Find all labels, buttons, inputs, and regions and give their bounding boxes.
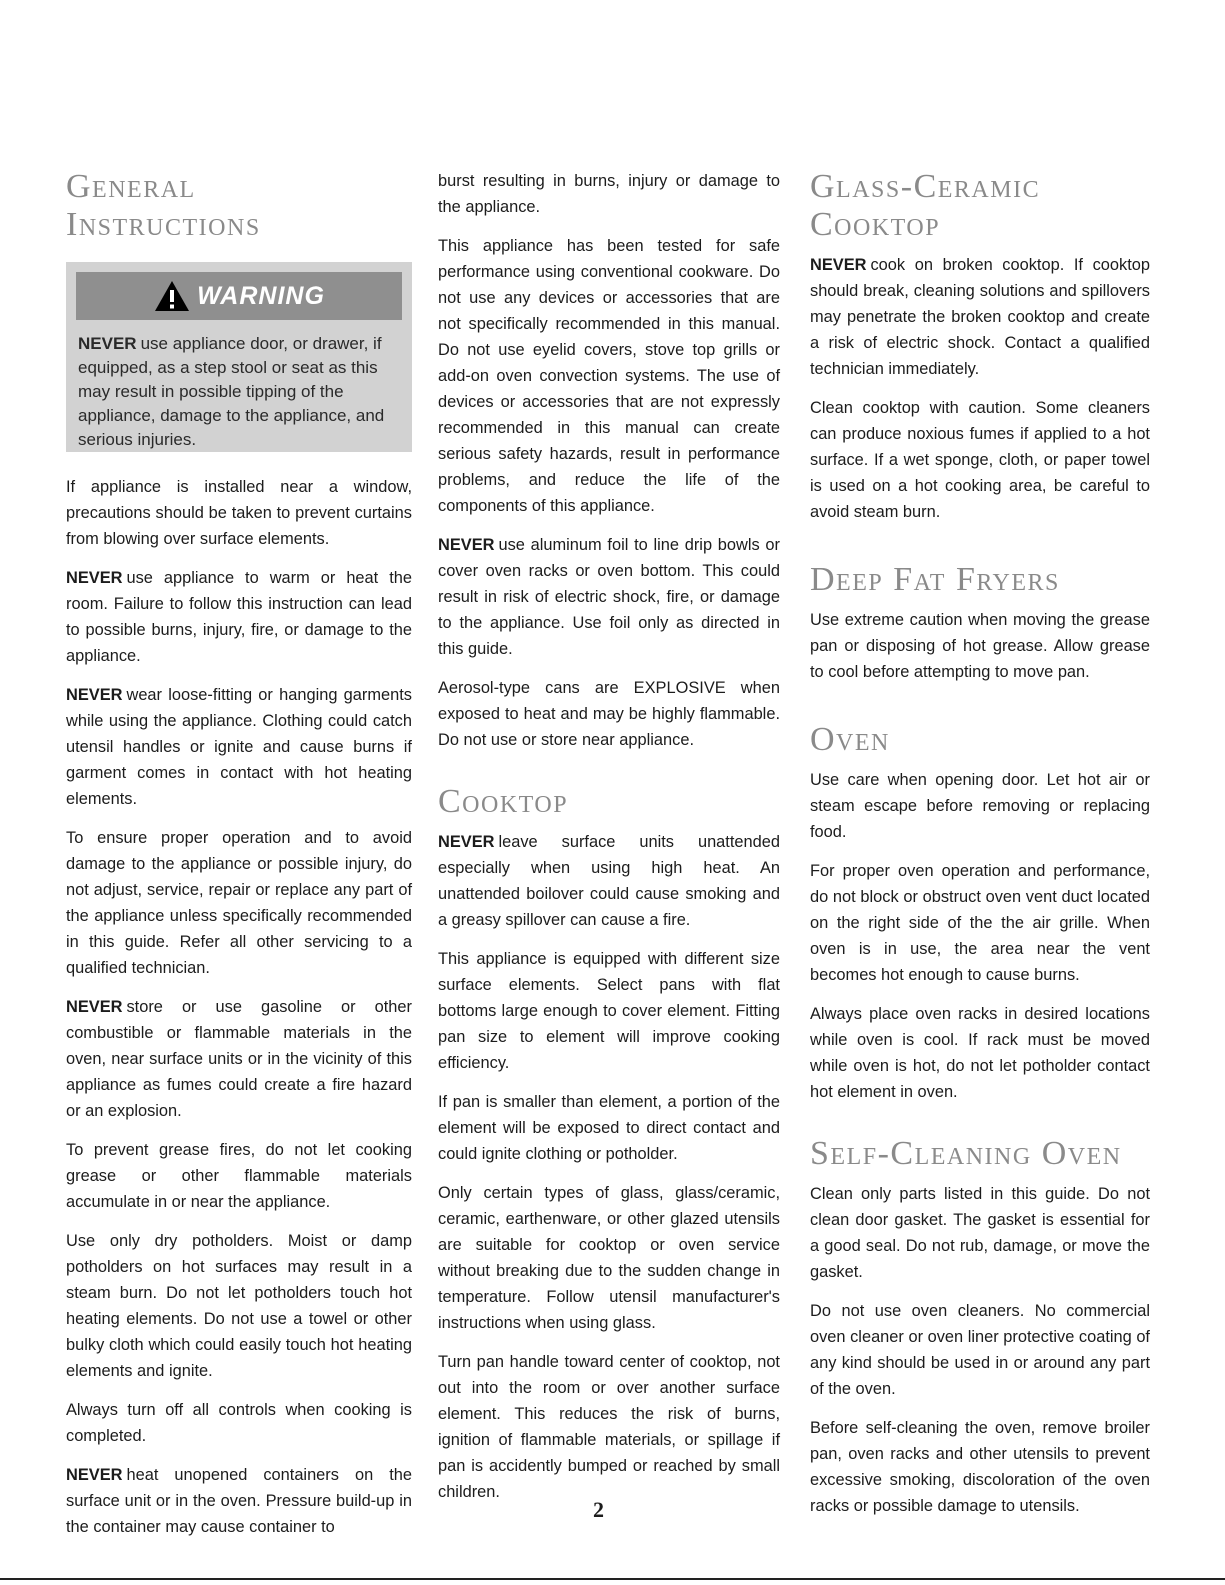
page-number: 2 [593, 1497, 604, 1522]
paragraph-text: Clean only parts listed in this guide. Do not clean door gasket. The gasket is essential for a good seal. Do not rub, damage, or move the gasket. [810, 1185, 1150, 1281]
keyword: NEVER [66, 569, 123, 587]
paragraph-text: If pan is smaller than element, a portion of the element will be exposed to direct contact and could ignite clothing or potholder. [438, 1093, 780, 1163]
paragraph [66, 682, 412, 812]
paragraph-text: Aerosol-type cans are EXPLOSIVE when exposed to heat and may be highly flammable. Do not use or store near appliance. [438, 679, 780, 749]
paragraph [66, 565, 412, 669]
warning-keyword: NEVER [78, 334, 137, 353]
paragraph [810, 1415, 1150, 1519]
keyword: NEVER [66, 1466, 123, 1484]
warning-body: use appliance door, or drawer, if equipped, as a step stool or seat as this may result in possible tipping of the appliance, damage to the appliance, and serious injuries. [78, 334, 385, 449]
paragraph-text: This appliance is equipped with different size surface elements. Select pans with flat bottoms large enough to cover element. Fitting pan size to element will improve cooking efficiency. [438, 950, 780, 1072]
keyword: NEVER [438, 833, 495, 851]
paragraph-text: Clean cooktop with caution. Some cleaners can produce noxious fumes if applied to a hot surface. If a wet sponge, cloth, or paper towel is used on a hot cooking area, be careful to avoid steam burn. [810, 399, 1150, 521]
section-heading-general-instructions: General Instructions [66, 168, 261, 243]
paragraph-text: Always turn off all controls when cooking is completed. [66, 1401, 412, 1445]
paragraph-text: burst resulting in burns, injury or damage to the appliance. [438, 172, 780, 216]
paragraph [438, 1349, 780, 1505]
column-3 [810, 168, 1150, 1532]
paragraph [438, 1180, 780, 1336]
section-heading-oven: Oven [810, 721, 890, 758]
section-heading-self-cleaning-oven: Self-Cleaning Oven [810, 1135, 1122, 1172]
paragraph [810, 858, 1150, 988]
keyword: NEVER [66, 686, 123, 704]
general-instructions-body [66, 474, 412, 1540]
paragraph-text: Only certain types of glass, glass/ceramic, ceramic, earthenware, or other glazed utensils are suitable for cooktop or oven service without breaking due to the sudden change in temperature. Follow utensil manufacturer's instructions when using glass. [438, 1184, 780, 1332]
paragraph-text: Use only dry potholders. Moist or damp potholders on hot surfaces may result in a steam burn. Do not let potholders touch hot heating elements. Do not use a towel or other bulky cloth which could easily touch hot heating elements and ignite. [66, 1232, 412, 1380]
keyword: NEVER [438, 536, 495, 554]
paragraph [66, 474, 412, 552]
warning-banner [76, 272, 402, 320]
paragraph-text: wear loose-fitting or hanging garments while using the appliance. Clothing could catch utensil handles or ignite and cause burns if garment comes in contact with hot heating elements. [66, 686, 412, 808]
paragraph-text: If appliance is installed near a window, precautions should be taken to prevent curtains from blowing over surface elements. [66, 478, 412, 548]
paragraph [810, 1181, 1150, 1285]
paragraph-text: Use extreme caution when moving the grease pan or disposing of hot grease. Allow grease to cool before attempting to move pan. [810, 611, 1150, 681]
warning-box [66, 262, 412, 452]
paragraph [66, 994, 412, 1124]
paragraph [438, 168, 780, 220]
paragraph-text: To prevent grease fires, do not let cooking grease or other flammable materials accumulate in or near the appliance. [66, 1141, 412, 1211]
column-2 [438, 168, 780, 1518]
bottom-rule [0, 1578, 1225, 1580]
column-1 [66, 168, 412, 1553]
warning-title: WARNING [197, 281, 325, 310]
paragraph [810, 767, 1150, 845]
paragraph-text: Before self-cleaning the oven, remove broiler pan, oven racks and other utensils to prevent excessive smoking, discoloration of the oven racks or possible damage to utensils. [810, 1419, 1150, 1515]
paragraph [438, 946, 780, 1076]
section-heading-cooktop: Cooktop [438, 783, 569, 820]
paragraph-text: Use care when opening door. Let hot air or steam escape before removing or replacing food. [810, 771, 1150, 841]
paragraph [66, 1137, 412, 1215]
warning-triangle-icon [153, 279, 191, 313]
paragraph [810, 1001, 1150, 1105]
paragraph-text: This appliance has been tested for safe performance using conventional cookware. Do not use any devices or accessories that are not specifically recommended in this manual. Do not use eyelid covers, stove top grills or add-on oven convection systems. The use of devices or accessories that are not expressly recommended in this manual can create serious safety hazards, result in performance problems, and reduce the life of the components of this appliance. [438, 237, 780, 515]
paragraph [438, 233, 780, 519]
paragraph [438, 532, 780, 662]
paragraph [66, 825, 412, 981]
paragraph [66, 1228, 412, 1384]
paragraph-text: leave surface units unattended especially when using high heat. An unattended boilover could cause smoking and a greasy spillover can cause a fire. [438, 833, 780, 929]
paragraph-text: use aluminum foil to line drip bowls or cover oven racks or oven bottom. This could result in risk of electric shock, fire, or damage to the appliance. Use foil only as directed in this guide. [438, 536, 780, 658]
paragraph-text: store or use gasoline or other combustible or flammable materials in the oven, near surface units or in the vicinity of this appliance as fumes could create a fire hazard or an explosion. [66, 998, 412, 1120]
section-heading-deep-fat-fryers: Deep Fat Fryers [810, 561, 1060, 598]
paragraph-text: heat unopened containers on the surface unit or in the oven. Pressure build-up in the container may cause container to [66, 1466, 412, 1536]
paragraph-text: To ensure proper operation and to avoid damage to the appliance or possible injury, do not adjust, service, repair or replace any part of the appliance unless specifically recommended in this guide. Refer all other servicing to a qualified technician. [66, 829, 412, 977]
paragraph [438, 675, 780, 753]
paragraph [66, 1397, 412, 1449]
paragraph-text: Turn pan handle toward center of cooktop, not out into the room or over another surface element. This reduces the risk of burns, ignition of flammable materials, or spillage if pan is accidently bumped or reached by small children. [438, 1353, 780, 1501]
paragraph [438, 829, 780, 933]
paragraph [438, 1089, 780, 1167]
keyword: NEVER [810, 256, 867, 274]
paragraph-text: Always place oven racks in desired locations while oven is cool. If rack must be moved while oven is hot, do not let potholder contact hot element in oven. [810, 1005, 1150, 1101]
paragraph [66, 1462, 412, 1540]
paragraph-text: use appliance to warm or heat the room. Failure to follow this instruction can lead to possible burns, injury, fire, or damage to the appliance. [66, 569, 412, 665]
paragraph-text: cook on broken cooktop. If cooktop should break, cleaning solutions and spillovers may penetrate the broken cooktop and create a risk of electric shock. Contact a qualified technician immediately. [810, 256, 1150, 378]
paragraph [810, 395, 1150, 525]
paragraph-text: For proper oven operation and performance, do not block or obstruct oven vent duct located on the right side of the the air grille. When oven is in use, the area near the vent becomes hot enough to cause burns. [810, 862, 1150, 984]
section-heading-glass-ceramic-cooktop: Glass-Ceramic Cooktop [810, 168, 1041, 243]
paragraph [810, 607, 1150, 685]
paragraph [810, 1298, 1150, 1402]
keyword: NEVER [66, 998, 123, 1016]
paragraph-text: Do not use oven cleaners. No commercial oven cleaner or oven liner protective coating of any kind should be used in or around any part of the oven. [810, 1302, 1150, 1398]
warning-text [78, 332, 400, 452]
paragraph [810, 252, 1150, 382]
